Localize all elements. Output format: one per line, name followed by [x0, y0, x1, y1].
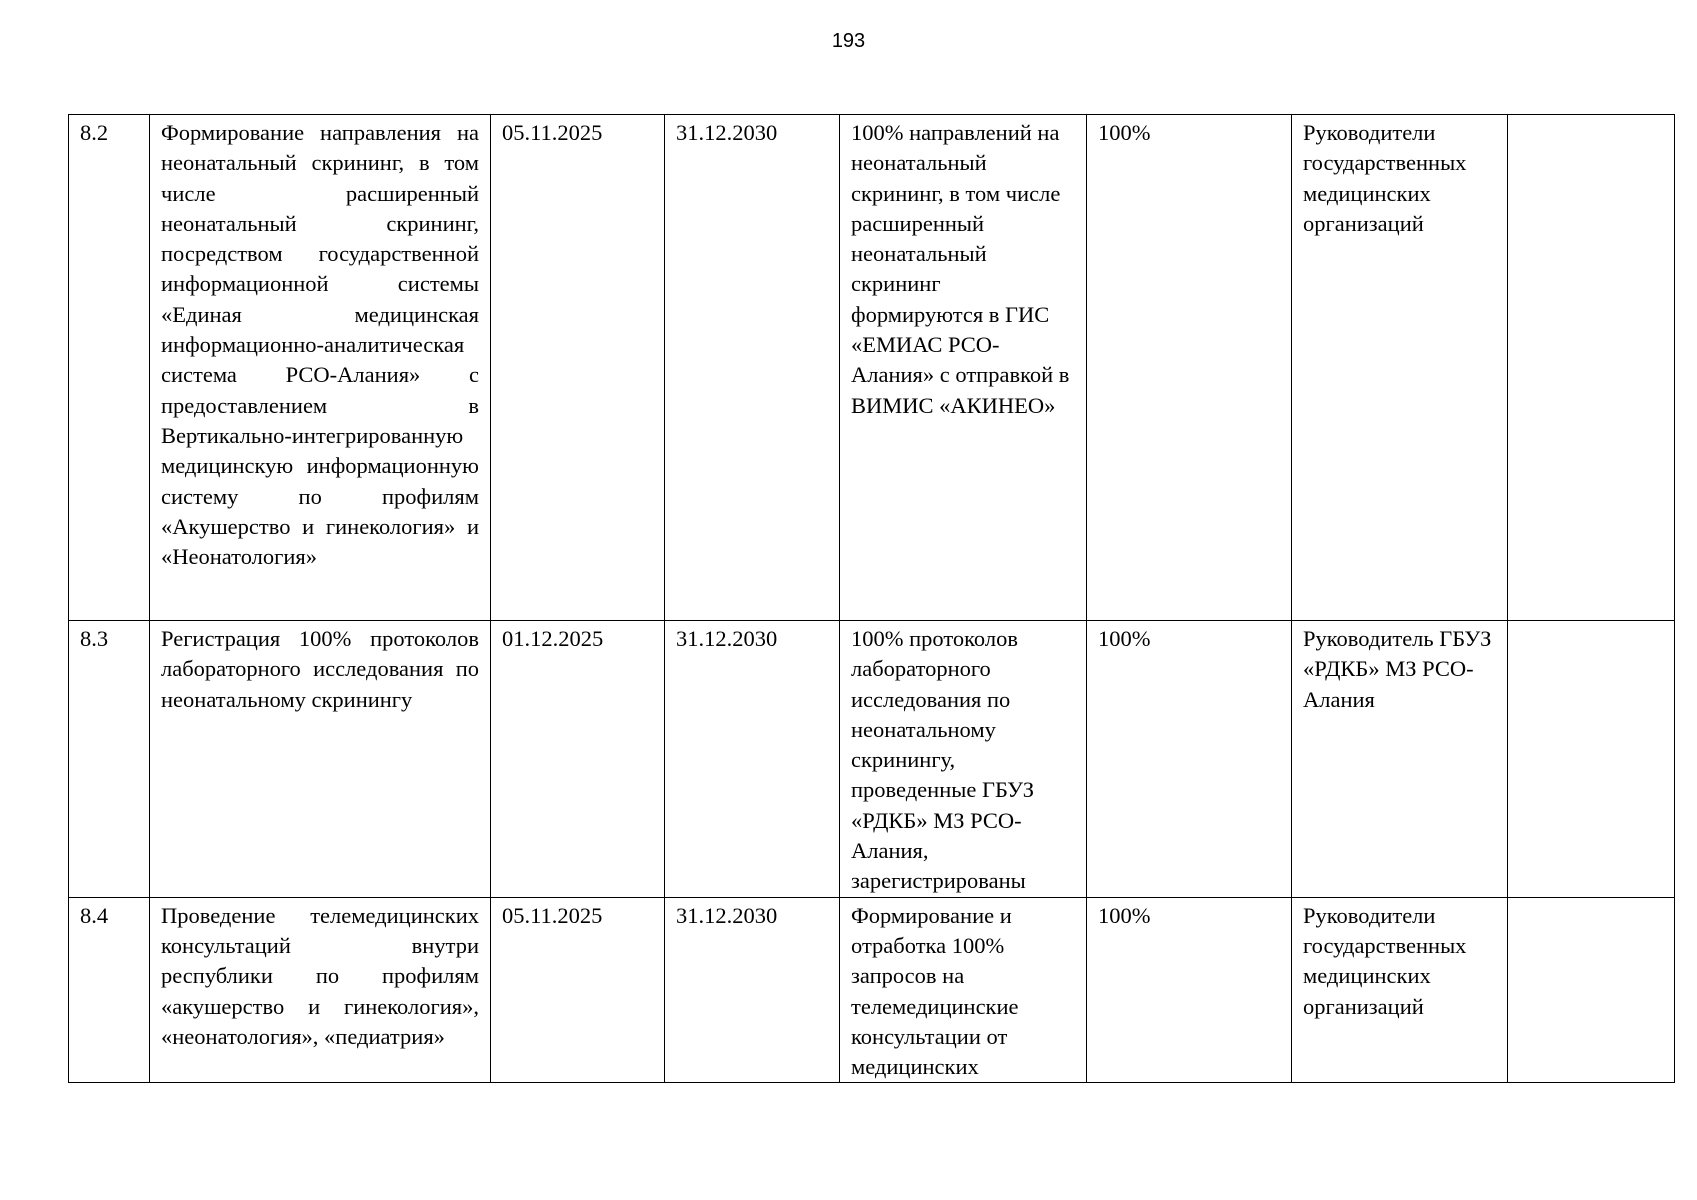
target-value: 100%: [1087, 621, 1292, 898]
note-cell: [1508, 115, 1675, 621]
target-value: 100%: [1087, 897, 1292, 1083]
row-number: 8.4: [69, 897, 150, 1083]
start-date: 05.11.2025: [491, 897, 665, 1083]
note-cell: [1508, 621, 1675, 898]
activity-description: Формирование направления на неонатальный скрининг, в том числе расширенный неонатальный скрининг, посредством государственной информационной системы «Единая медицинская информационно-аналитическая система РСО-Алания» с предоставлением в Вертикально-интегрированную медицинскую информационную систему по профилям «Акушерство и гинекология» и «Неонатология»: [150, 115, 491, 621]
expected-result: Формирование и отработка 100% запросов на телемедицинские консультации от медицинских: [840, 897, 1087, 1083]
start-date: 01.12.2025: [491, 621, 665, 898]
page-number: 193: [831, 30, 866, 52]
target-value: 100%: [1087, 115, 1292, 621]
responsible-party: Руководители государственных медицинских организаций: [1292, 897, 1508, 1083]
activities-table: [68, 114, 1675, 1083]
row-number: 8.2: [69, 115, 150, 621]
table-row: [69, 115, 1675, 621]
table-row: [69, 897, 1675, 1083]
end-date: 31.12.2030: [665, 115, 840, 621]
note-cell: [1508, 897, 1675, 1083]
table-row: [69, 621, 1675, 898]
activity-description: Регистрация 100% протоколов лабораторного исследования по неонатальному скринингу: [150, 621, 491, 898]
activity-description: Проведение телемедицинских консультаций внутри республики по профилям «акушерство и гинекология», «неонатология», «педиатрия»: [150, 897, 491, 1083]
end-date: 31.12.2030: [665, 897, 840, 1083]
row-number: 8.3: [69, 621, 150, 898]
responsible-party: Руководитель ГБУЗ «РДКБ» МЗ РСО-Алания: [1292, 621, 1508, 898]
start-date: 05.11.2025: [491, 115, 665, 621]
end-date: 31.12.2030: [665, 621, 840, 898]
expected-result: 100% направлений на неонатальный скрининг, в том числе расширенный неонатальный скрининг формируются в ГИС «ЕМИАС РСО-Алания» с отправкой в ВИМИС «АКИНЕО»: [840, 115, 1087, 621]
responsible-party: Руководители государственных медицинских организаций: [1292, 115, 1508, 621]
expected-result: 100% протоколов лабораторного исследования по неонатальному скринингу, проведенные ГБУЗ «РДКБ» МЗ РСО-Алания, зарегистрированы: [840, 621, 1087, 898]
